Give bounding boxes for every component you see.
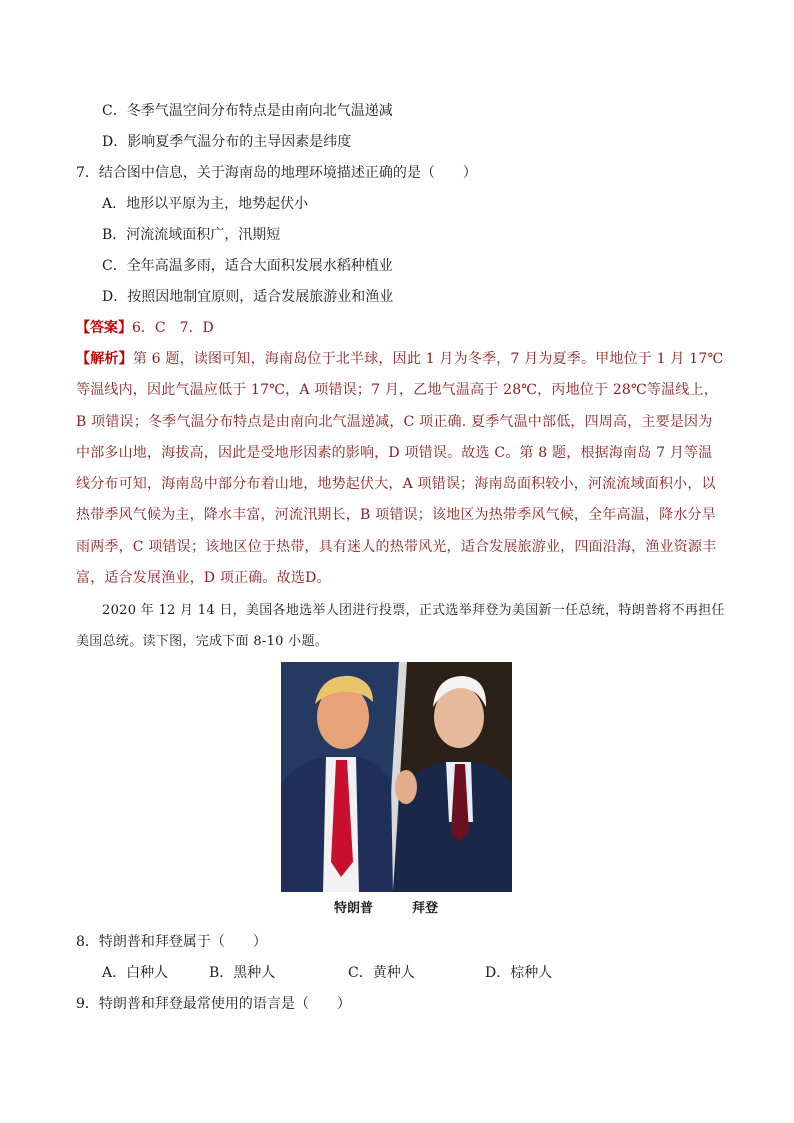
q7-option-c: C．全年高温多雨，适合大面积发展水稻种植业 (102, 258, 393, 274)
q6-option-d: D．影响夏季气温分布的主导因素是纬度 (102, 134, 352, 150)
q7-stem: 7．结合图中信息，关于海南岛的地理环境描述正确的是（ ） (76, 165, 477, 181)
figure-photo-illustration (281, 662, 512, 892)
caption-right: 拜登 (412, 901, 439, 916)
analysis-paragraph (76, 344, 726, 594)
q7-option-b: B．河流流域面积广，汛期短 (102, 227, 281, 243)
answer-text: 6．C 7．D (132, 320, 214, 336)
q8-option-a: A．白种人 (102, 965, 169, 981)
intro-text: 2020 年 12 月 14 日，美国各地选举人团进行投票，正式选举拜登为美国新一任总统，特朗普将不再担任美国总统。读下图，完成下面 8-10 小题。 (76, 603, 725, 649)
q6-option-c: C．冬季气温空间分布特点是由南向北气温递减 (102, 103, 393, 119)
analysis-label: 【解析】 (76, 351, 133, 367)
answer-line (76, 318, 214, 338)
q8-stem: 8．特朗普和拜登属于（ ） (76, 934, 267, 950)
q7-option-d: D．按照因地制宜原则，适合发展旅游业和渔业 (102, 289, 394, 305)
figure-photo (281, 662, 512, 892)
answer-label: 【答案】 (76, 320, 132, 336)
q8-option-d: D．棕种人 (485, 965, 553, 981)
q9-stem: 9．特朗普和拜登最常使用的语言是（ ） (76, 996, 351, 1012)
q7-option-a: A．地形以平原为主，地势起伏小 (102, 196, 309, 212)
intro-paragraph (76, 595, 726, 657)
q8-option-b: B．黑种人 (209, 965, 276, 981)
caption-left: 特朗普 (334, 901, 374, 916)
analysis-text: 第 6 题，读图可知，海南岛位于北半球，因此 1 月为冬季，7 月为夏季。甲地位于 1 月 17℃等温线内，因此气温应低于 17℃，A 项错误；7 月，乙地气温高于 28℃，丙地位于 28℃等温线上，B 项错误；冬季气温分布特点是由南向北气温递减，C 项正确. 夏季气温中部低，四周高，主要是因为中部多山地，海拔高，因此是受地形因素的影响，D 项错误。故选 C。第 8 题，根据海南岛 7 月等温线分布可知，海南岛中部分布着山地，地势起伏大，A 项错误；海南岛面积较小，河流流域面积小，以热带季风气候为主，降水丰富，河流汛期长，B 项错误；该地区为热带季风气候，全年高温，降水分旱雨两季，C 项错误；该地区位于热带，具有迷人的热带风光，适合发展旅游业，四面沿海，渔业资源丰富，适合发展渔业，D 项正确。故选D。 (76, 351, 724, 587)
q8-option-c: C．黄种人 (348, 965, 415, 981)
